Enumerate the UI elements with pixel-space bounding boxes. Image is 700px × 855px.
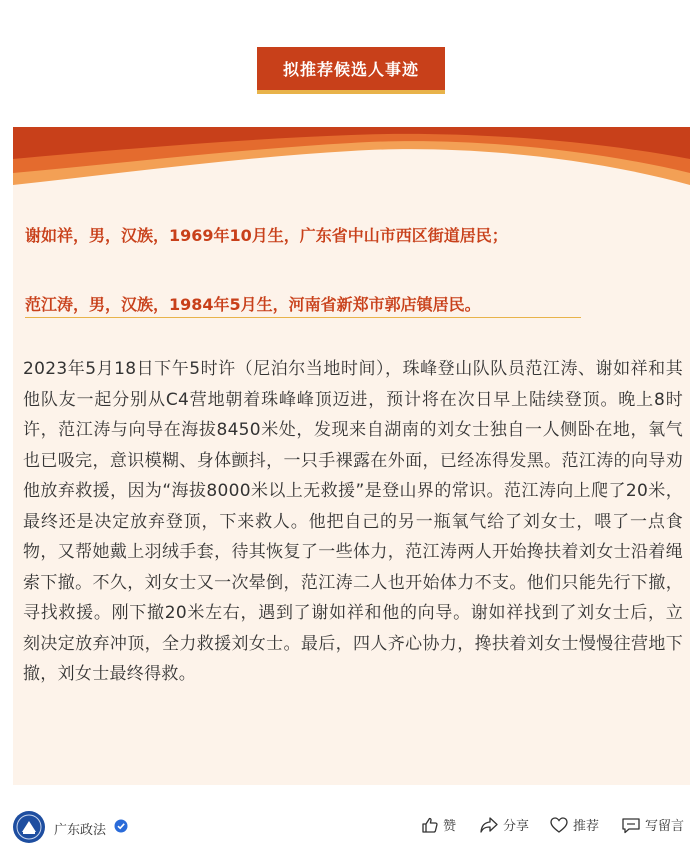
recommend-button[interactable] [549, 815, 599, 834]
story-paragraph: 2023年5月18日下午5时许（尼泊尔当地时间），珠峰登山队队员范江涛、谢如祥和其他队友一起分别从C4营地朝着珠峰峰顶迈进，预计将在次日早上陆续登顶。晚上8时许，范江涛与向导在海拔8450米处，发现来自湖南的刘女士独自一人侧卧在地，氧气也已吸完，意识模糊、身体颤抖，一只手裸露在外面，已经冻得发黑。范江涛的向导劝他放弃救援，因为“海拔8000米以上无救援”是登山界的常识。范江涛向上爬了20米，最终还是决定放弃登顶，下来救人。他把自己的另一瓶氧气给了刘女士，喂了一点食物，又帮她戴上羽绒手套，待其恢复了一些体力，范江涛两人开始搀扶着刘女士沿着绳索下撤。不久，刘女士又一次晕倒，范江涛二人也开始体力不支。他们只能先行下撤，寻找救援。刚下撤20米左右，遇到了谢如祥和他的向导。谢如祥找到了刘女士后，立刻决定放弃冲顶，全力救援刘女士。最后，四人齐心协力，搀扶着刘女士慢慢往营地下撤，刘女士最终得救。 [23, 359, 683, 684]
heart-icon [549, 816, 569, 834]
share-label: 分享 [503, 819, 530, 834]
recommend-label: 推荐 [573, 819, 600, 834]
content-card [13, 127, 690, 785]
section-title-banner [257, 47, 445, 94]
account-avatar[interactable] [13, 811, 45, 843]
section-title: 拟推荐候选人事迹 [257, 47, 445, 90]
decorative-wave-banner [13, 127, 690, 197]
emblem-icon [13, 811, 45, 843]
comment-button[interactable] [621, 815, 684, 834]
thumbs-up-icon [421, 816, 439, 834]
title-underline [257, 90, 445, 94]
share-icon [479, 816, 499, 834]
like-button[interactable] [421, 815, 456, 834]
comment-icon [621, 816, 641, 834]
account-name[interactable]: 广东政法 [54, 823, 107, 838]
verified-icon [114, 819, 128, 833]
divider [25, 317, 581, 318]
like-label: 赞 [443, 819, 457, 834]
article-footer [0, 803, 700, 855]
candidate-2-info: 范江涛，男，汉族，1984年5月生，河南省新郑市郭店镇居民。 [25, 295, 481, 314]
candidate-1-info: 谢如祥，男，汉族，1969年10月生，广东省中山市西区街道居民； [25, 226, 508, 245]
comment-label: 写留言 [645, 819, 685, 834]
share-button[interactable] [479, 815, 529, 834]
